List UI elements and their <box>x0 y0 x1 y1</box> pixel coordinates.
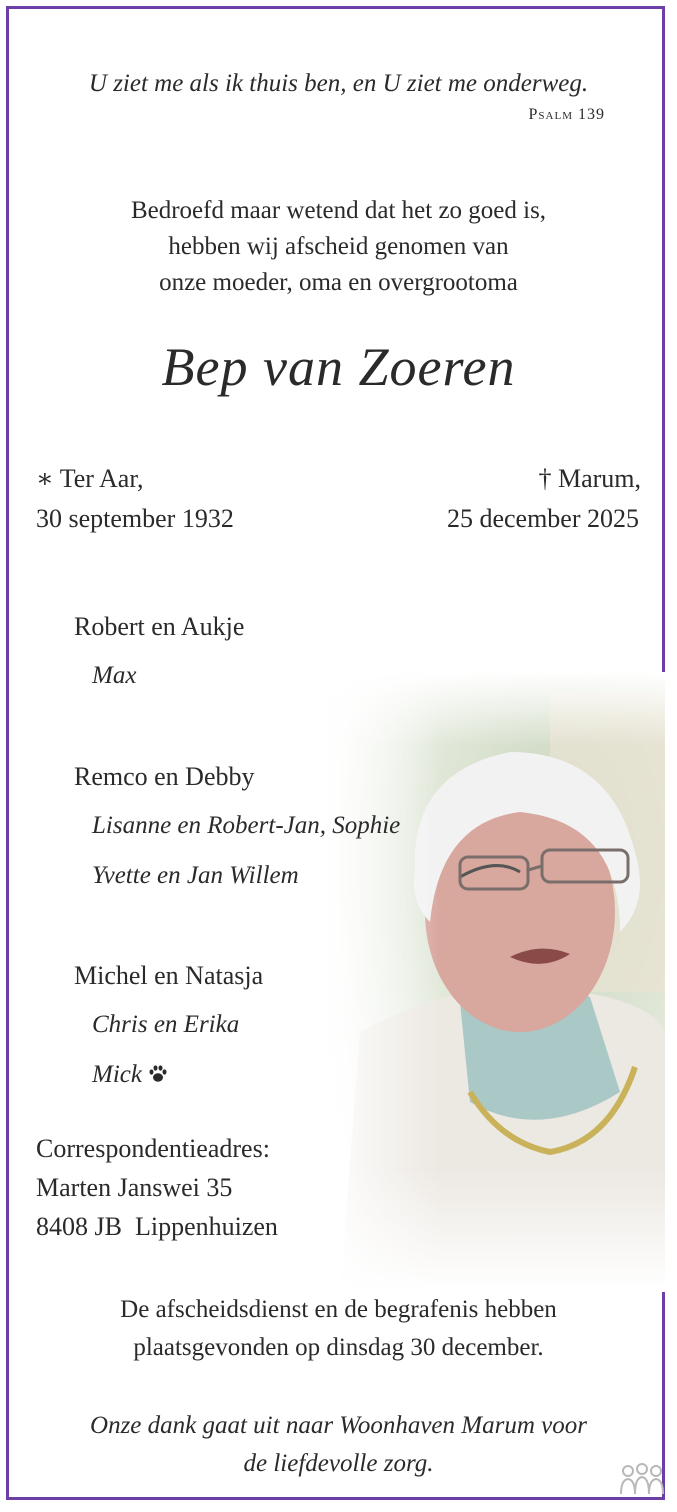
thanks-line-1: Onze dank gaat uit naar Woonhaven Marum voor <box>90 1412 587 1439</box>
family-child-with-pet <box>92 1061 168 1089</box>
address-street: Marten Janswei 35 <box>36 1173 233 1202</box>
thanks-line-2: de liefdevolle zorg. <box>243 1450 434 1477</box>
address-label: Correspondentieadres: <box>36 1134 270 1163</box>
family-parents: Robert en Aukje <box>74 612 245 641</box>
psalm-verse: U ziet me als ik thuis ben, en U ziet me onderweg. <box>88 70 589 97</box>
family-child: Chris en Erika <box>92 1011 240 1038</box>
family-child: Yvette en Jan Willem <box>92 862 299 889</box>
service-line-1: De afscheidsdienst en de begrafenis hebben <box>120 1296 557 1323</box>
birth-place <box>36 464 143 494</box>
portrait-photo <box>320 672 665 1292</box>
family-child: Mick <box>92 1061 142 1088</box>
family-child: Lisanne en Robert-Jan, Sophie <box>92 812 401 839</box>
paw-icon <box>148 1064 168 1084</box>
address-postal-city <box>36 1212 278 1242</box>
service-line-2: plaatsgevonden op dinsdag 30 december. <box>133 1334 544 1361</box>
death-place-text: Marum, <box>557 464 641 493</box>
publisher-logo-icon <box>619 1462 665 1496</box>
family-child: Max <box>92 662 137 689</box>
intro-line-3: onze moeder, oma en overgrootoma <box>159 269 518 296</box>
deceased-name: Bep van Zoeren <box>161 337 516 397</box>
family-parents: Remco en Debby <box>74 762 255 791</box>
death-date: 25 december 2025 <box>446 504 639 533</box>
death-place <box>538 464 641 494</box>
death-symbol: † <box>538 464 552 493</box>
address-postal: 8408 JB <box>36 1212 122 1241</box>
birth-date: 30 september 1932 <box>36 504 234 533</box>
family-parents: Michel en Natasja <box>74 961 264 990</box>
birth-symbol: ∗ <box>36 464 54 493</box>
birth-place-text: Ter Aar, <box>59 464 144 493</box>
psalm-reference: Psalm 139 <box>528 106 605 123</box>
address-city: Lippenhuizen <box>134 1212 278 1241</box>
intro-line-1: Bedroefd maar wetend dat het zo goed is, <box>130 197 547 224</box>
intro-line-2: hebben wij afscheid genomen van <box>168 233 509 260</box>
